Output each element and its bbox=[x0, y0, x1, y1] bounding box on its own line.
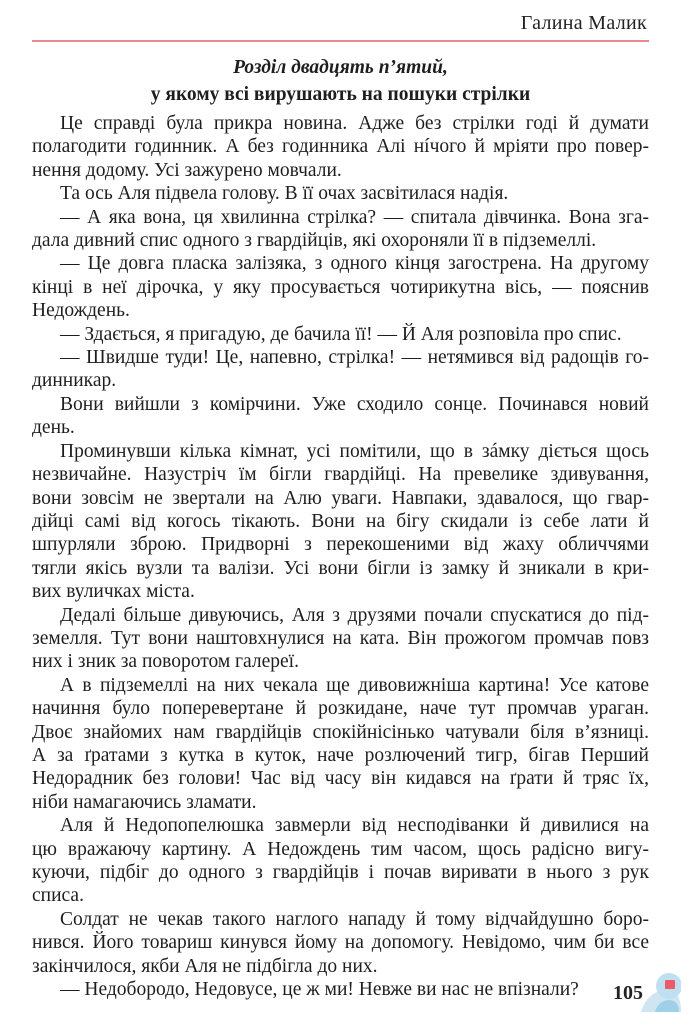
text-line: ніби намагаючись зламати. bbox=[32, 791, 257, 813]
text-line: — Здається, я пригадую, де бачила її! — Й Аля розповіла про спис. bbox=[60, 323, 622, 345]
paragraph bbox=[32, 346, 649, 393]
text-line: Проминувши кілька кімнат, усі помітили, що в зáмку діється щось bbox=[60, 440, 649, 462]
text-line: дійці самі від когось тікають. Вони на бігу скидали із себе лати й bbox=[32, 510, 649, 532]
paragraph bbox=[32, 112, 649, 182]
text-line: них і зник за поворотом галереї. bbox=[32, 651, 299, 673]
text-line: вони зовсім не звертали на Алю уваги. Навпаки, здавалося, що гвар- bbox=[32, 487, 649, 509]
text-line: Дедалі більше дивуючись, Аля з друзями почали спускатися до під- bbox=[60, 604, 649, 626]
text-line: начиння було поперевертане й розкидане, наче тут промчав ураган. bbox=[32, 698, 649, 720]
text-line: Недорадник без голови! Час від часу він кидався на ґрати й тряс їх, bbox=[32, 768, 649, 790]
paragraph bbox=[32, 323, 649, 346]
paragraph bbox=[32, 206, 649, 253]
text-line: А в підземеллі на них чекала ще дивовижніша картина! Усе катове bbox=[60, 674, 649, 696]
text-line: Недождень. bbox=[32, 300, 130, 322]
text-line: земелля. Тут вони наштовхнулися на ката. Він прожогом промчав повз bbox=[32, 627, 649, 649]
text-line: Двоє знайомих нам гвардійців спокійнісінько чатували біля в’язниці. bbox=[32, 721, 649, 743]
text-line: Та ось Аля підвела голову. В її очах засвітилася надія. bbox=[60, 183, 509, 205]
running-header-author: Галина Малик bbox=[520, 12, 647, 34]
paragraph bbox=[32, 814, 649, 908]
page-number: 105 bbox=[613, 982, 643, 1004]
paragraph bbox=[32, 604, 649, 674]
chapter-title-line-2: у якому всі вирушають на пошуки стрілки bbox=[150, 84, 531, 105]
paragraph bbox=[32, 393, 649, 440]
text-line: Аля й Недопопелюшка завмерли від несподіванки й дивилися на bbox=[60, 815, 649, 837]
text-line: шпурляли зброю. Придворні з перекошеними від жаху обличчями bbox=[32, 534, 649, 556]
text-line: нення додому. Усі зажурено мовчали. bbox=[32, 159, 342, 181]
chapter-title bbox=[32, 54, 649, 108]
text-line: Вони вийшли з комірчини. Уже сходило сонце. Починався новий bbox=[60, 393, 649, 415]
body-text bbox=[32, 112, 649, 1001]
text-line: кінці в неї дірочка, у яку просувається чотирикутна вісь, — пояснив bbox=[32, 276, 649, 298]
text-line: тягли якісь вузли та валізи. Усі вони бігли із замку й зникали в кри- bbox=[32, 557, 649, 579]
text-line: незвичайне. Назустріч їм бігли гвардійці. На превелике здивування, bbox=[32, 464, 649, 486]
text-line: нився. Його товариш кинувся йому на допомогу. Невідомо, чим би все bbox=[32, 932, 649, 954]
text-line: динникар. bbox=[32, 370, 117, 392]
text-line: — Швидше туди! Це, напевно, стрілка! — нетямився від радощів го- bbox=[60, 347, 649, 369]
paragraph bbox=[32, 674, 649, 814]
header-rule bbox=[32, 40, 649, 42]
paragraph bbox=[32, 978, 649, 1001]
text-line: — Це довга пласка залізяка, з одного кінця загострена. На другому bbox=[60, 253, 649, 275]
paragraph bbox=[32, 252, 649, 322]
text-line: А за ґратами з кутка в куток, наче розлючений тигр, бігав Перший bbox=[32, 744, 649, 766]
page-corner-decoration-icon bbox=[611, 968, 681, 1012]
text-line: закінчилося, якби Аля не підбігла до них. bbox=[32, 955, 378, 977]
text-line: полагодити годинник. А без годинника Алі нíчого й мріяти про повер- bbox=[32, 136, 649, 158]
text-line: — Недобородо, Недовусе, це ж ми! Невже ви нас не впізнали? bbox=[60, 979, 579, 1001]
text-line: Це справді була прикра новина. Адже без стрілки годі й думати bbox=[60, 113, 649, 134]
text-line: списа. bbox=[32, 885, 84, 907]
text-line: куючи, підбіг до одного з гвардійців і почав виривати в нього з рук bbox=[32, 862, 649, 883]
text-line: дала дивний спис одного з гвардійців, які охороняли її в підземеллі. bbox=[32, 230, 597, 252]
text-line: цю вражаючу картину. А Недождень тим часом, щось радісно вигу- bbox=[32, 838, 649, 860]
paragraph bbox=[32, 440, 649, 604]
text-line: — А яка вона, ця хвилинна стрілка? — спитала дівчинка. Вона зга- bbox=[60, 206, 649, 228]
paragraph bbox=[32, 908, 649, 978]
text-line: вих вуличках міста. bbox=[32, 581, 195, 603]
paragraph bbox=[32, 182, 649, 205]
text-line: день. bbox=[32, 417, 75, 439]
chapter-title-line-1: Розділ двадцять п’ятий, bbox=[233, 57, 448, 78]
text-line: Солдат не чекав такого наглого нападу й тому відчайдушно боро- bbox=[60, 908, 649, 930]
